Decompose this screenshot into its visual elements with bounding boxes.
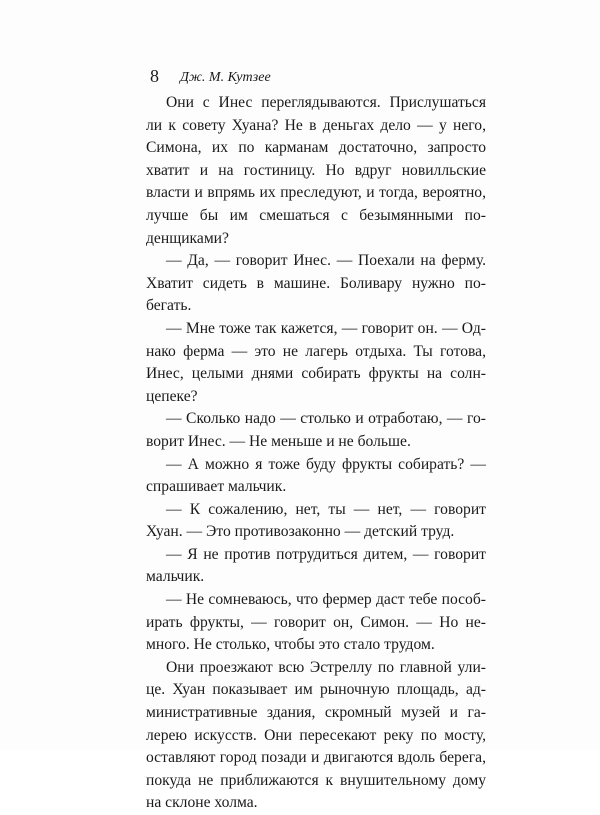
paragraph: Они проезжают всю Эстреллу по главной улице. Хуан показывает им рыночную площадь, административные здания, скромный музей и галерею искусств. Они пересекают реку по мосту, оставляют город позади и двигаются вдоль берега, покуда не приближаются к внушительному дому на склоне холма. <box>146 658 486 812</box>
paragraph: — Мне тоже так кажется, — говорит он. — Однако ферма — это не лагерь отдыха. Ты готова, Инес, целыми днями собирать фрукты на солнцепеке? <box>146 319 486 405</box>
running-title: Дж. М. Кутзее <box>180 70 271 85</box>
page-number: 8 <box>150 66 159 86</box>
paragraph: Они с Инес переглядываются. Прислушаться ли к совету Хуана? Не в деньгах дело — у него, Симона, их по карманам достаточно, запросто хватит и на гостиницу. Но вдруг новилльские власти и впрямь их преследуют, и тогда, вероятно, лучше бы им смешаться с безымянными поденщиками? <box>146 94 486 247</box>
paragraph: — Сколько надо — столько и отработаю, — говорит Инес. — Не меньше и не больше. <box>146 410 486 450</box>
paragraph: — Не сомневаюсь, что фермер даст тебе пособирать фрукты, — говорит он, Симон. — Но немного. Не столько, чтобы это стало трудом. <box>146 591 486 654</box>
body-text <box>146 92 486 815</box>
paragraph: — Я не против потрудиться дитем, — говорит мальчик. <box>146 545 486 586</box>
paragraph: — А можно я тоже буду фрукты собирать? — спрашивает мальчик. <box>146 455 486 496</box>
paragraph: — Да, — говорит Инес. — Поехали на ферму. Хватит сидеть в машине. Боливару нужно побегать. <box>146 252 486 315</box>
running-head <box>150 66 490 90</box>
paragraph: — К сожалению, нет, ты — нет, — говорит Хуан. — Это противозаконно — детский труд. <box>146 500 486 541</box>
